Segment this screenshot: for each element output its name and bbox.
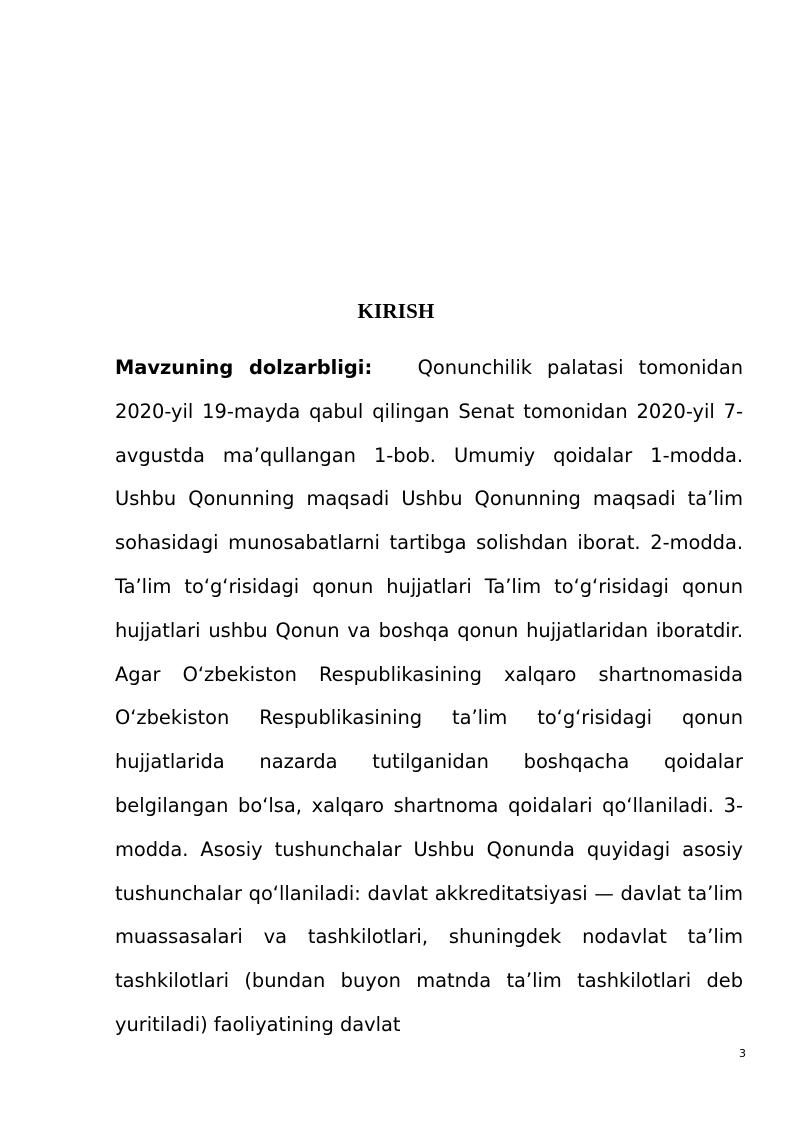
page-number: 3 (739, 1047, 746, 1060)
body-paragraph (115, 346, 743, 1047)
section-heading: KIRISH (357, 299, 435, 323)
paragraph-text: Qonunchilik palatasi tomonidan 2020-yil 19-mayda qabul qilingan Senat tomonidan 2020-yil 7-avgustda ma’qullangan 1-bob. Umumiy qoidalar 1-modda. Ushbu Qonunning maqsadi Ushbu Qonunning maqsadi ta’lim sohasidagi munosabatlarni tartibga solishdan iborat. 2-modda. Ta’lim to‘g‘risidagi qonun hujjatlari Ta’lim to‘g‘risidagi qonun hujjatlari ushbu Qonun va boshqa qonun hujjatlaridan iboratdir. Agar O‘zbekiston Respublikasining xalqaro shartnomasida O‘zbekiston Respublikasining ta’lim to‘g‘risidagi qonun hujjatlarida nazarda tutilganidan boshqacha qoidalar belgilangan bo‘lsa, xalqaro shartnoma qoidalari qo‘llaniladi. 3-modda. Asosiy tushunchalar Ushbu Qonunda quyidagi asosiy tushunchalar qo‘llaniladi: davlat akkreditatsiyasi — davlat ta’lim muassasalari va tashkilotlari, shuningdek nodavlat ta’lim tashkilotlari (bundan buyon matnda ta’lim tashkilotlari deb yuritiladi) faoliyatining davlat (115, 356, 743, 1036)
paragraph-lead: Mavzuning dolzarbligi: (115, 356, 373, 379)
